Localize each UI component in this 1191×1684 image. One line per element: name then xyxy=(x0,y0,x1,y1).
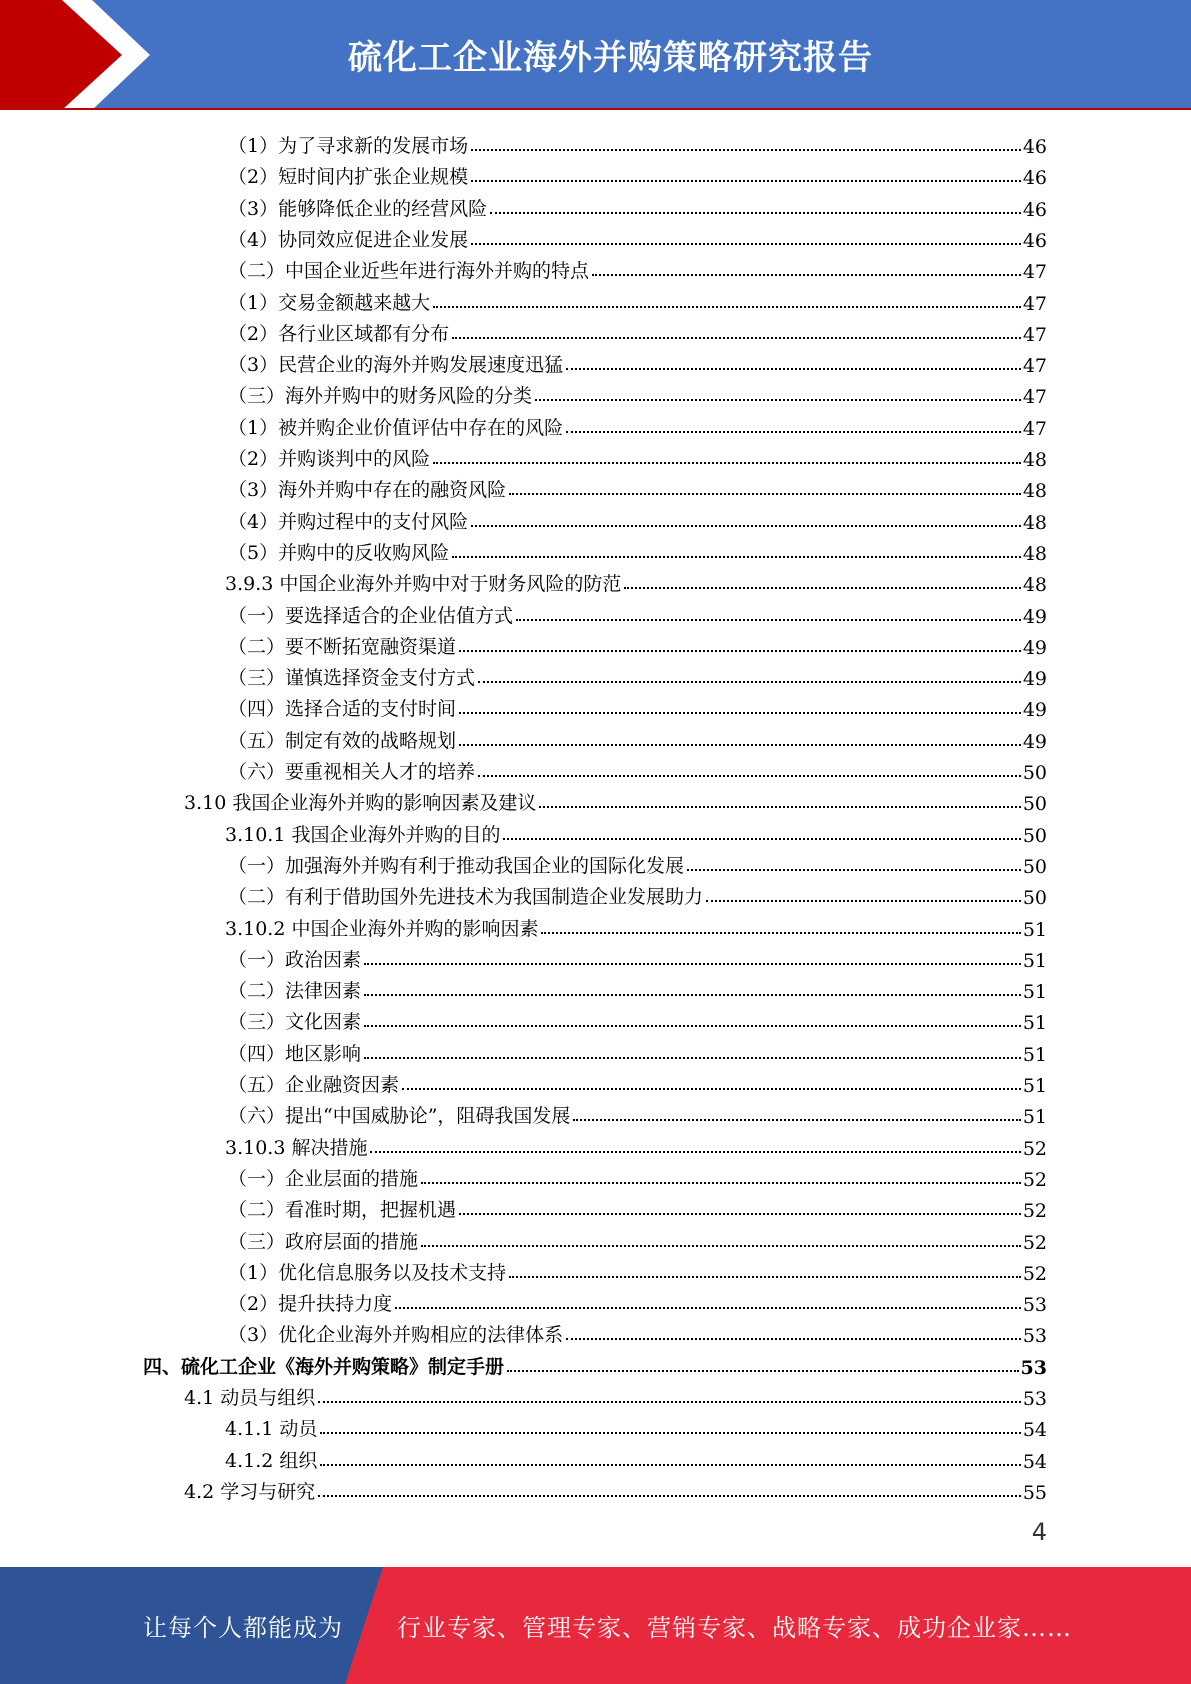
toc-entry-page: 47 xyxy=(1022,417,1047,440)
toc-entry-label: （二）中国企业近些年进行海外并购的特点 xyxy=(228,260,590,283)
toc-entry-page: 54 xyxy=(1022,1419,1047,1442)
toc-entry-label: （二）法律因素 xyxy=(228,980,362,1003)
toc-dot-leader xyxy=(566,1338,1021,1340)
toc-dot-leader xyxy=(459,1213,1021,1215)
toc-dot-leader xyxy=(318,1495,1021,1497)
toc-entry[interactable] xyxy=(228,1066,1047,1097)
toc-entry[interactable] xyxy=(228,1097,1047,1128)
toc-entry-page: 51 xyxy=(1022,918,1047,941)
toc-entry-page: 49 xyxy=(1022,730,1047,753)
toc-entry[interactable] xyxy=(228,628,1047,659)
toc-entry-label: （3）优化企业海外并购相应的法律体系 xyxy=(228,1324,564,1347)
toc-entry-label: （二）有利于借助国外先进技术为我国制造企业发展助力 xyxy=(228,886,704,909)
toc-dot-leader xyxy=(364,994,1021,996)
toc-entry-page: 49 xyxy=(1022,668,1047,691)
toc-entry[interactable] xyxy=(228,127,1047,158)
toc-dot-leader xyxy=(364,963,1021,965)
toc-entry-label: （一）加强海外并购有利于推动我国企业的国际化发展 xyxy=(228,854,685,877)
toc-entry-page: 48 xyxy=(1022,542,1047,565)
toc-entry-label: （3）海外并购中存在的融资风险 xyxy=(228,479,507,502)
toc-dot-leader xyxy=(452,337,1021,339)
toc-entry-page: 47 xyxy=(1022,292,1047,315)
toc-entry-label: 4.1.1 动员 xyxy=(225,1418,318,1441)
toc-entry[interactable] xyxy=(228,1003,1047,1034)
toc-entry-page: 47 xyxy=(1022,386,1047,409)
toc-entry[interactable] xyxy=(228,1316,1047,1347)
toc-entry-page: 51 xyxy=(1022,1012,1047,1035)
toc-entry-label: （1）为了寻求新的发展市场 xyxy=(228,135,469,157)
toc-entry-page: 51 xyxy=(1022,949,1047,972)
toc-entry-label: （4）并购过程中的支付风险 xyxy=(228,510,469,533)
toc-entry[interactable] xyxy=(228,597,1047,628)
toc-dot-leader xyxy=(364,1057,1021,1059)
toc-entry[interactable] xyxy=(228,409,1047,440)
toc-entry-label: 4.1 动员与组织 xyxy=(184,1387,316,1409)
toc-dot-leader xyxy=(687,869,1021,871)
toc-dot-leader xyxy=(433,306,1021,308)
toc-entry[interactable] xyxy=(228,941,1047,972)
toc-entry-page: 49 xyxy=(1022,699,1047,722)
toc-entry-page: 53 xyxy=(1022,1388,1047,1410)
page-header xyxy=(0,0,1191,110)
toc-entry-page: 53 xyxy=(1020,1356,1047,1379)
toc-dot-leader xyxy=(471,525,1021,527)
toc-entry[interactable] xyxy=(184,1379,1047,1410)
toc-entry[interactable] xyxy=(228,1223,1047,1254)
toc-entry-page: 51 xyxy=(1022,1075,1047,1097)
toc-entry-label: （三）政府层面的措施 xyxy=(228,1230,419,1253)
toc-dot-leader xyxy=(452,556,1021,558)
toc-dot-leader xyxy=(402,1088,1021,1090)
toc-entry-page: 48 xyxy=(1022,480,1047,503)
toc-entry-page: 53 xyxy=(1022,1294,1047,1317)
toc-dot-leader xyxy=(509,493,1021,495)
toc-entry-label: 3.10.3 解决措施 xyxy=(225,1136,368,1159)
toc-entry[interactable] xyxy=(228,346,1047,377)
toc-entry-page: 46 xyxy=(1022,229,1047,252)
toc-dot-leader xyxy=(320,1432,1020,1434)
toc-entry[interactable] xyxy=(228,315,1047,346)
toc-entry-page: 52 xyxy=(1022,1231,1047,1254)
toc-entry-page: 50 xyxy=(1022,824,1047,847)
toc-dot-leader xyxy=(490,212,1021,214)
toc-entry[interactable] xyxy=(184,784,1047,815)
toc-entry[interactable] xyxy=(228,1160,1047,1191)
toc-dot-leader xyxy=(364,1025,1021,1027)
toc-dot-leader xyxy=(566,431,1021,433)
toc-dot-leader xyxy=(459,712,1021,714)
toc-entry[interactable] xyxy=(228,377,1047,408)
toc-entry-label: （1）优化信息服务以及技术支持 xyxy=(228,1261,507,1284)
toc-entry-page: 49 xyxy=(1022,605,1047,628)
toc-entry[interactable] xyxy=(228,534,1047,565)
toc-dot-leader xyxy=(471,180,1021,182)
toc-entry-page: 50 xyxy=(1022,855,1047,878)
toc-entry[interactable] xyxy=(228,190,1047,221)
toc-entry-page: 46 xyxy=(1022,198,1047,221)
footer-slogan-left: 让每个人都能成为 xyxy=(143,1614,343,1642)
toc-entry-page: 47 xyxy=(1022,355,1047,378)
toc-entry-page: 50 xyxy=(1022,887,1047,910)
toc-entry-label: （一）企业层面的措施 xyxy=(228,1167,419,1190)
toc-entry[interactable] xyxy=(228,252,1047,283)
toc-dot-leader xyxy=(370,1151,1020,1153)
toc-entry-label: （2）提升扶持力度 xyxy=(228,1293,393,1316)
toc-entry-label: （一）要选择适合的企业估值方式 xyxy=(228,604,514,627)
toc-entry-page: 46 xyxy=(1022,167,1047,190)
toc-entry[interactable] xyxy=(228,471,1047,502)
toc-dot-leader xyxy=(471,243,1021,245)
toc-dot-leader xyxy=(706,900,1021,902)
toc-entry-label: （五）企业融资因素 xyxy=(228,1074,400,1096)
toc-dot-leader xyxy=(507,1370,1019,1372)
toc-entry-page: 46 xyxy=(1022,136,1047,158)
toc-entry-label: （三）谨慎选择资金支付方式 xyxy=(228,667,476,690)
toc-entry-page: 52 xyxy=(1022,1200,1047,1223)
toc-entry-label: （2）并购谈判中的风险 xyxy=(228,448,431,470)
toc-dot-leader xyxy=(624,587,1020,589)
toc-dot-leader xyxy=(459,650,1021,652)
toc-entry-page: 47 xyxy=(1022,261,1047,284)
toc-entry-label: 3.9.3 中国企业海外并购中对于财务风险的防范 xyxy=(225,573,622,596)
toc-entry-label: （二）看准时期，把握机遇 xyxy=(228,1199,457,1222)
toc-entry-label: 四、硫化工企业《海外并购策略》制定手册 xyxy=(143,1355,505,1378)
toc-entry-page: 51 xyxy=(1022,981,1047,1004)
toc-dot-leader xyxy=(516,619,1021,621)
toc-dot-leader xyxy=(541,932,1020,934)
toc-entry-label: （三）文化因素 xyxy=(228,1011,362,1034)
toc-entry[interactable] xyxy=(228,847,1047,878)
toc-entry[interactable] xyxy=(228,503,1047,534)
toc-dot-leader xyxy=(503,838,1020,840)
toc-entry-page: 54 xyxy=(1022,1450,1047,1473)
toc-entry[interactable] xyxy=(228,284,1047,315)
toc-entry-page: 48 xyxy=(1022,574,1047,597)
toc-entry-label: 3.10.2 中国企业海外并购的影响因素 xyxy=(225,917,539,940)
toc-entry-page: 51 xyxy=(1022,1043,1047,1066)
toc-entry-page: 52 xyxy=(1022,1168,1047,1191)
toc-entry-label: 3.10.1 我国企业海外并购的目的 xyxy=(225,823,501,846)
toc-entry-page: 47 xyxy=(1022,323,1047,346)
toc-dot-leader xyxy=(573,1119,1020,1121)
page-number: 4 xyxy=(1031,1518,1047,1546)
toc-entry-page: 50 xyxy=(1022,762,1047,784)
toc-dot-leader xyxy=(318,1401,1021,1403)
toc-dot-leader xyxy=(395,1307,1021,1309)
toc-dot-leader xyxy=(509,1276,1021,1278)
toc-entry-label: （六）提出“中国威胁论”，阻碍我国发展 xyxy=(228,1105,571,1128)
toc-entry[interactable] xyxy=(228,221,1047,252)
toc-entry-label: 3.10 我国企业海外并购的影响因素及建议 xyxy=(184,792,537,815)
toc-entry-page: 53 xyxy=(1022,1325,1047,1348)
toc-entry-page: 48 xyxy=(1022,449,1047,471)
toc-entry-label: （五）制定有效的战略规划 xyxy=(228,729,457,752)
toc-entry[interactable] xyxy=(228,1035,1047,1066)
toc-dot-leader xyxy=(421,1182,1021,1184)
toc-entry-label: （3）能够降低企业的经营风险 xyxy=(228,197,488,220)
toc-entry-label: （三）海外并购中的财务风险的分类 xyxy=(228,385,533,408)
toc-dot-leader xyxy=(471,149,1021,151)
toc-entry[interactable] xyxy=(225,565,1047,596)
toc-entry-label: （四）地区影响 xyxy=(228,1042,362,1065)
toc-dot-leader xyxy=(566,368,1021,370)
toc-entry-label: （六）要重视相关人才的培养 xyxy=(228,761,476,783)
footer-slogan-right: 行业专家、管理专家、营销专家、战略专家、成功企业家…… xyxy=(397,1614,1072,1642)
toc-entry-label: 4.1.2 组织 xyxy=(225,1449,318,1472)
toc-entry-label: （四）选择合适的支付时间 xyxy=(228,698,457,721)
toc-entry-label: （2）短时间内扩张企业规模 xyxy=(228,166,469,189)
toc-dot-leader xyxy=(459,744,1021,746)
toc-entry[interactable] xyxy=(228,158,1047,189)
toc-entry[interactable] xyxy=(228,878,1047,909)
toc-entry[interactable] xyxy=(225,816,1047,847)
toc-entry-page: 48 xyxy=(1022,511,1047,534)
toc-entry-page: 52 xyxy=(1022,1262,1047,1285)
toc-entry-label: 4.2 学习与研究 xyxy=(184,1480,316,1503)
toc-entry[interactable] xyxy=(228,972,1047,1003)
toc-entry[interactable] xyxy=(225,1410,1047,1441)
toc-dot-leader xyxy=(421,1245,1021,1247)
toc-dot-leader xyxy=(433,462,1021,464)
toc-entry-page: 52 xyxy=(1022,1137,1047,1160)
toc-entry-page: 50 xyxy=(1022,793,1047,816)
toc-entry[interactable] xyxy=(225,1442,1047,1473)
toc-dot-leader xyxy=(478,775,1021,777)
toc-entry-page: 55 xyxy=(1022,1481,1047,1504)
toc-dot-leader xyxy=(478,681,1021,683)
toc-entry[interactable] xyxy=(228,722,1047,753)
toc-entry[interactable] xyxy=(184,1473,1047,1504)
toc-entry[interactable] xyxy=(225,1129,1047,1160)
toc-entry-label: （3）民营企业的海外并购发展速度迅猛 xyxy=(228,354,564,377)
toc-entry[interactable] xyxy=(228,440,1047,471)
toc-dot-leader xyxy=(535,399,1021,401)
toc-entry[interactable] xyxy=(143,1348,1047,1379)
toc-entry-page: 51 xyxy=(1022,1106,1047,1129)
report-title: 硫化工企业海外并购策略研究报告 xyxy=(348,37,873,78)
toc-dot-leader xyxy=(539,806,1020,808)
toc-entry-label: （2）各行业区域都有分布 xyxy=(228,322,450,345)
toc-entry-label: （一）政治因素 xyxy=(228,948,362,971)
page-footer xyxy=(0,1567,1191,1684)
toc-entry-label: （1）被并购企业价值评估中存在的风险 xyxy=(228,416,564,439)
toc-entry-label: （1）交易金额越来越大 xyxy=(228,291,431,314)
toc-entry[interactable] xyxy=(228,1254,1047,1285)
toc-dot-leader xyxy=(592,274,1021,276)
toc-entry[interactable] xyxy=(228,1191,1047,1222)
toc-entry-label: （二）要不断拓宽融资渠道 xyxy=(228,635,457,658)
toc-entry[interactable] xyxy=(225,910,1047,941)
toc-entry-label: （5）并购中的反收购风险 xyxy=(228,541,450,564)
toc-entry[interactable] xyxy=(228,659,1047,690)
toc-entry[interactable] xyxy=(228,1285,1047,1316)
toc-dot-leader xyxy=(320,1464,1020,1466)
toc-entry-label: （4）协同效应促进企业发展 xyxy=(228,228,469,251)
toc-entry-page: 49 xyxy=(1022,636,1047,659)
toc-entry[interactable] xyxy=(228,690,1047,721)
toc-entry[interactable] xyxy=(228,753,1047,784)
